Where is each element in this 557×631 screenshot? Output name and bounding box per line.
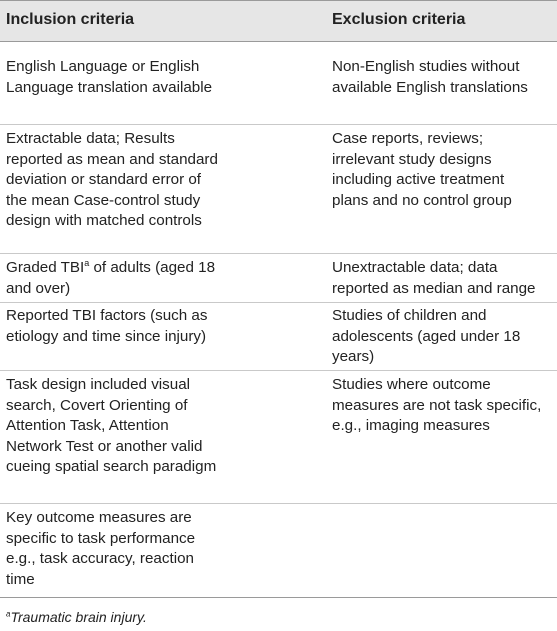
- inclusion-cell-2: [6, 129, 218, 232]
- row-divider: [0, 503, 557, 504]
- inclusion-cell-1: English Language or English Language translation available: [6, 58, 213, 96]
- exclusion-cell-2: Case reports, reviews; irrelevant study designs including active treatment plans and no control group: [332, 130, 512, 209]
- exclusion-header: Exclusion criteria: [332, 11, 466, 28]
- row-divider: [0, 253, 557, 254]
- footnote-marker: a: [84, 257, 90, 268]
- inclusion-cell-6: Key outcome measures are specific to task performance e.g., task accuracy, reaction time: [6, 509, 196, 588]
- header-divider: [0, 41, 557, 42]
- exclusion-cell-3: Unextractable data; data reported as median and range: [332, 259, 536, 297]
- row-divider: [0, 302, 557, 303]
- footnote-text: Traumatic brain injury.: [10, 609, 147, 625]
- footnote-label: a: [6, 609, 11, 619]
- inclusion-cell-4: Reported TBI factors (such as etiology and time since injury): [6, 307, 208, 345]
- row-divider: [0, 124, 557, 125]
- exclusion-cell-5: Studies where outcome measures are not task specific, e.g., imaging measures: [332, 376, 542, 434]
- table-footnote: [6, 609, 147, 625]
- inclusion-header: Inclusion criteria: [6, 11, 135, 28]
- inclusion-cell-3-suffix: of adults (aged 18 and over): [6, 259, 216, 297]
- inclusion-cell-2-text: Extractable data; Results reported as mean and standard deviation or standard error of the mean: [6, 130, 218, 209]
- exclusion-cell-4: Studies of children and adolescents (aged under 18 years): [332, 307, 521, 365]
- inclusion-cell-2-extra: Case-control study design with matched controls: [6, 191, 202, 229]
- exclusion-cell-1: Non-English studies without available English translations: [332, 58, 528, 96]
- table-header: [0, 0, 557, 42]
- inclusion-cell-3-prefix: Graded TBI: [6, 259, 85, 276]
- inclusion-cell-3: [6, 258, 218, 299]
- table-bottom-border: [0, 597, 557, 598]
- criteria-table: [0, 0, 557, 42]
- inclusion-cell-5: Task design included visual search, Covert Orienting of Attention Task, Attention Network Test or another valid cueing spatial search paradigm: [6, 376, 217, 475]
- row-divider: [0, 370, 557, 371]
